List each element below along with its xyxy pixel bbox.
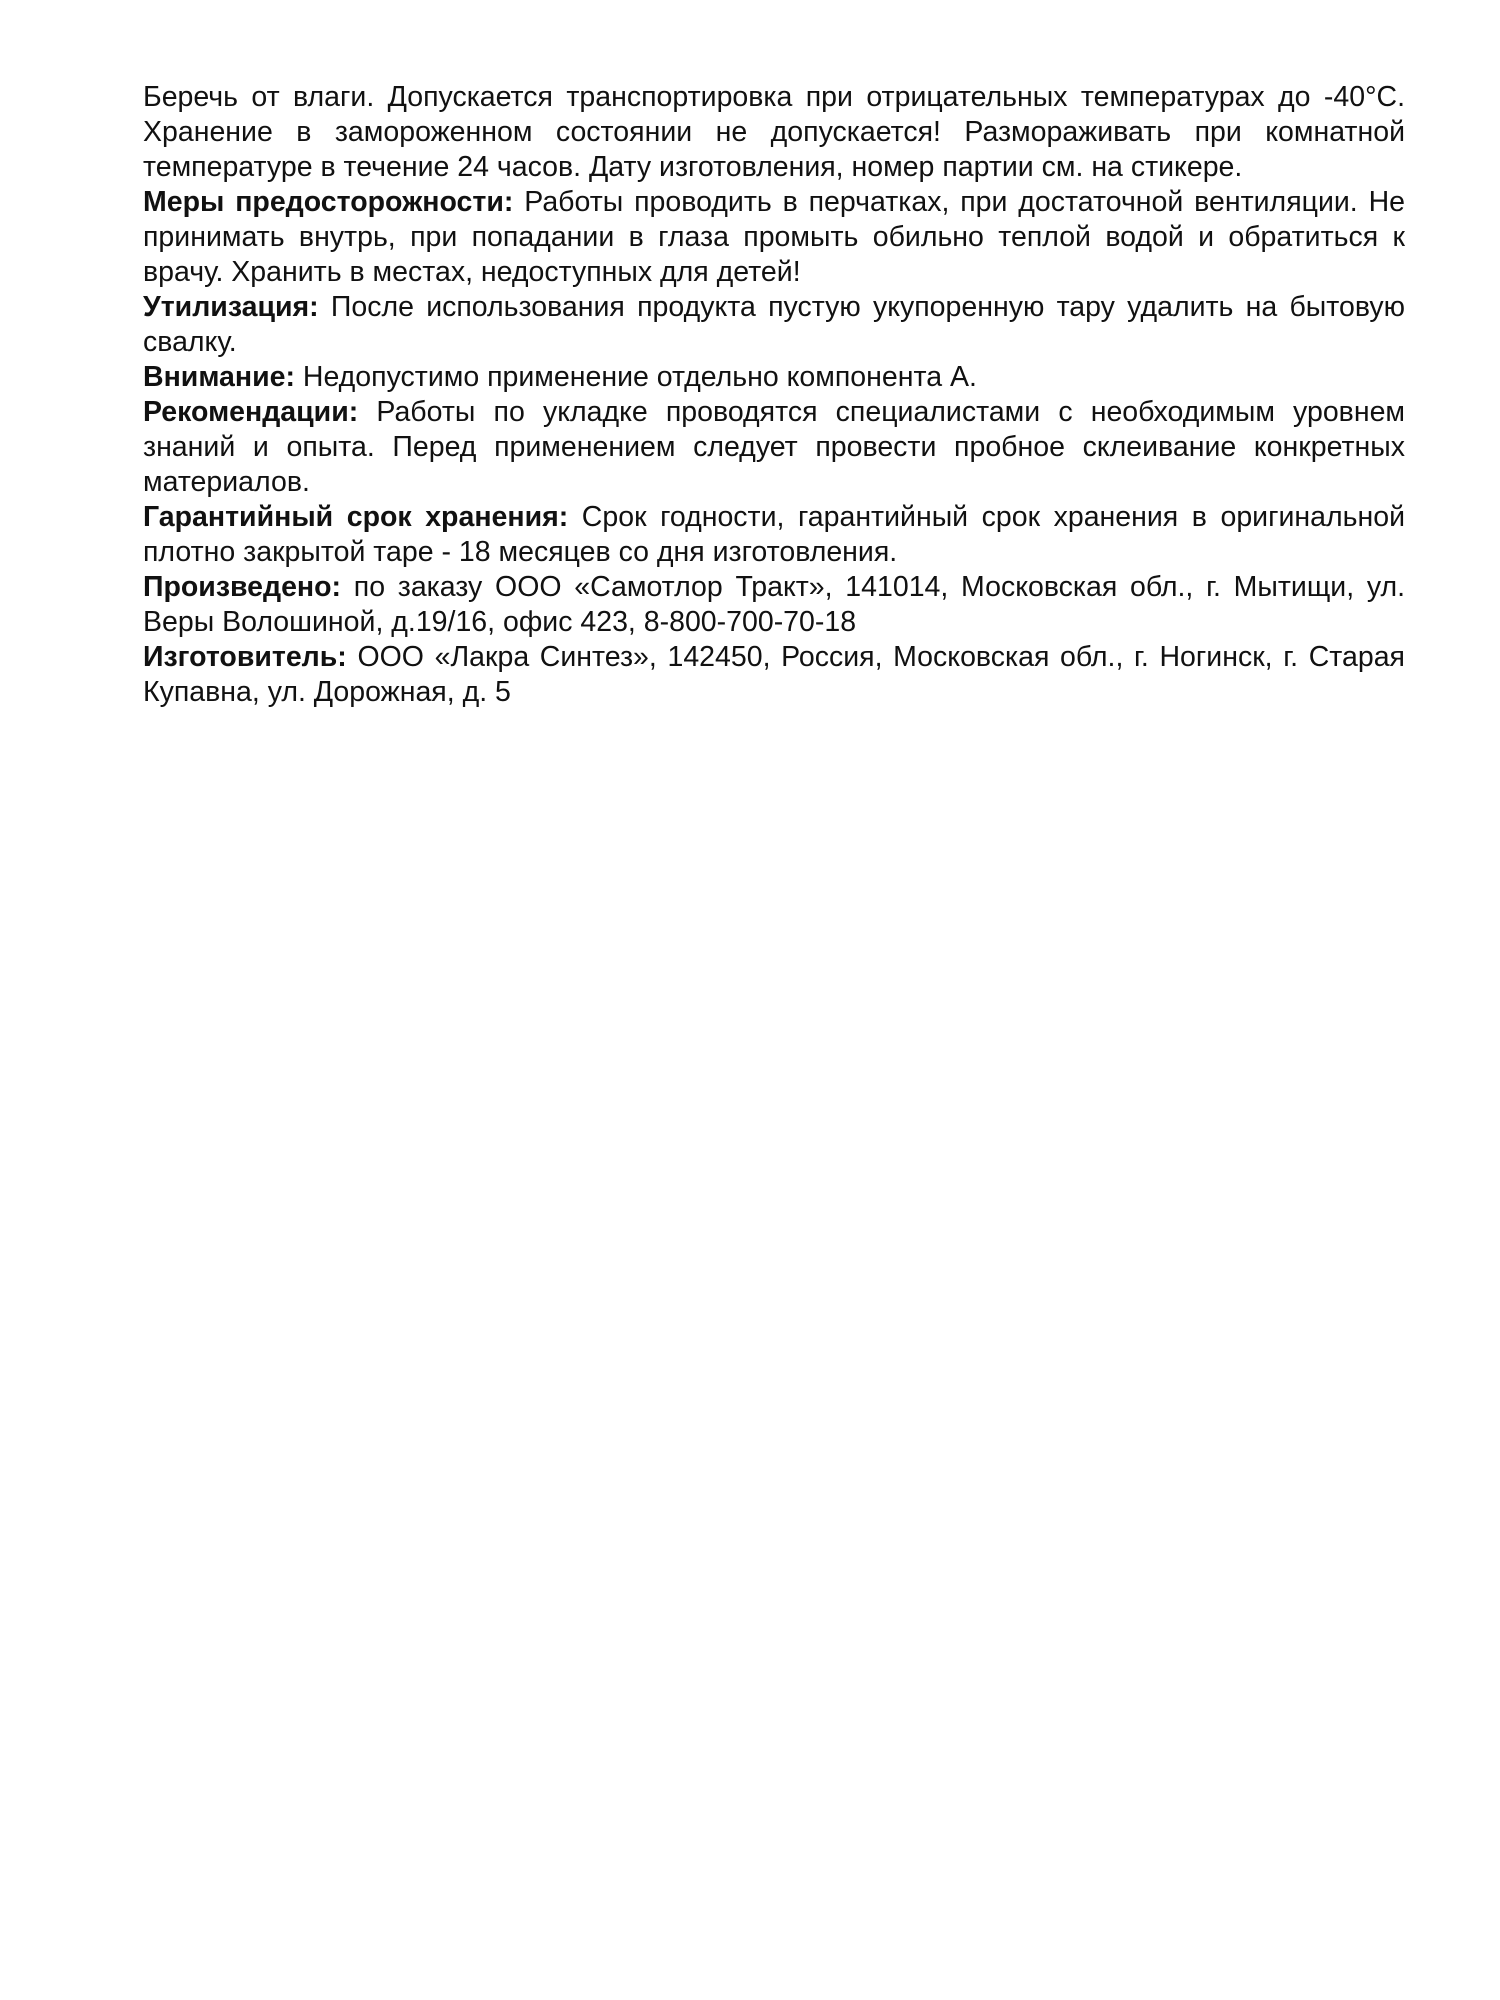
paragraph-text: Работы проводить в перчатках, при достаточной вентиляции. Не принимать внутрь, при попадании в глаза промыть обильно теплой водой и обратиться к врачу. Хранить в местах, недоступных для детей!	[143, 186, 1406, 288]
paragraph-heading: Меры предосторожности:	[143, 186, 514, 218]
disposal-paragraph	[143, 290, 1405, 360]
produced-for-paragraph	[143, 570, 1405, 640]
warning-paragraph	[143, 360, 1405, 395]
paragraph-text: Работы по укладке проводятся специалистами с необходимым уровнем знаний и опыта. Перед применением следует провести пробное склеивание конкретных материалов.	[143, 396, 1406, 498]
precautions-paragraph	[143, 185, 1405, 290]
paragraph-heading: Рекомендации:	[143, 396, 359, 428]
manufacturer-paragraph	[143, 640, 1405, 710]
paragraph-text: Беречь от влаги. Допускается транспортировка при отрицательных температурах до -40°С. Хранение в замороженном состоянии не допускается! Размораживать при комнатной температуре в течение 24 часов. Дату изготовления, номер партии см. на стикере.	[143, 81, 1405, 183]
paragraph-heading: Внимание:	[143, 361, 295, 393]
paragraph-text: ООО «Лакра Синтез», 142450, Россия, Московская обл., г. Ногинск, г. Старая Купавна, ул. Дорожная, д. 5	[143, 641, 1405, 708]
paragraph-text: После использования продукта пустую укупоренную тару удалить на бытовую свалку.	[143, 291, 1406, 358]
document-body	[143, 80, 1405, 710]
paragraph-heading: Утилизация:	[143, 291, 319, 323]
paragraph-heading: Гарантийный срок хранения:	[143, 501, 569, 533]
paragraph-heading: Изготовитель:	[143, 641, 347, 673]
paragraph-text: Срок годности, гарантийный срок хранения в оригинальной плотно закрытой таре - 18 месяцев со дня изготовления.	[143, 501, 1405, 568]
storage-paragraph	[143, 80, 1405, 185]
shelf-life-paragraph	[143, 500, 1405, 570]
recommendations-paragraph	[143, 395, 1405, 500]
paragraph-heading: Произведено:	[143, 571, 342, 603]
paragraph-text: по заказу ООО «Самотлор Тракт», 141014, Московская обл., г. Мытищи, ул. Веры Волошиной, д.19/16, офис 423, 8-800-700-70-18	[143, 571, 1405, 638]
paragraph-text: Недопустимо применение отдельно компонента А.	[302, 361, 977, 393]
